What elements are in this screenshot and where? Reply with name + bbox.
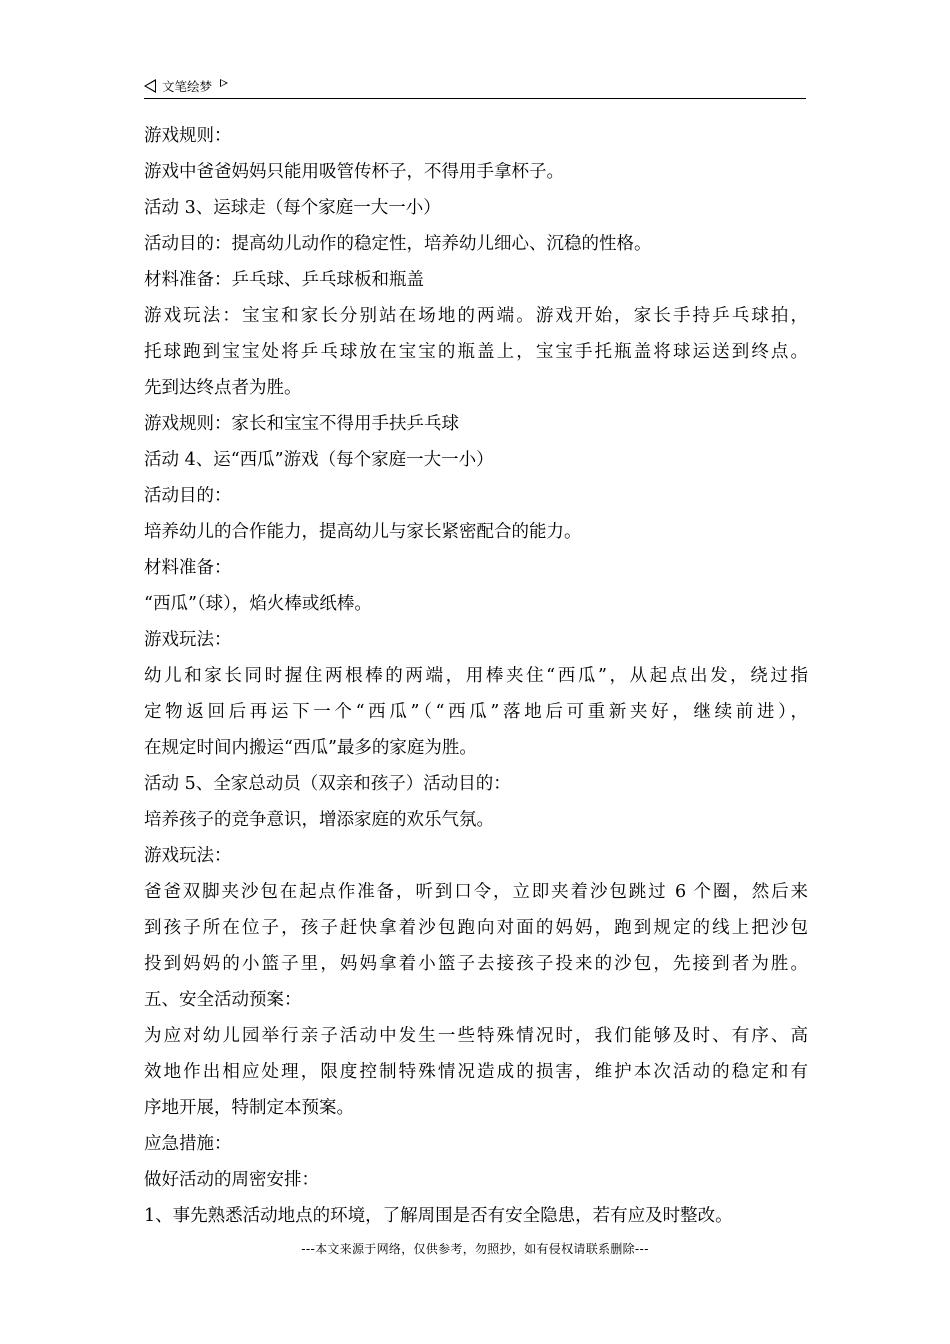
text-line: 1、事先熟悉活动地点的环境，了解周围是否有安全隐患，若有应及时整改。 bbox=[144, 1206, 733, 1226]
text-line: 应急措施： bbox=[144, 1134, 232, 1154]
text-line: 游戏规则：家长和宝宝不得用手扶乒乓球 bbox=[144, 414, 459, 434]
text-line: 活动 5、全家总动员（双亲和孩子）活动目的： bbox=[144, 774, 511, 794]
text-line: 材料准备： bbox=[144, 558, 232, 578]
text-line: 做好活动的周密安排： bbox=[144, 1170, 319, 1190]
text-line: 托球跑到宝宝处将乒乓球放在宝宝的瓶盖上，宝宝手托瓶盖将球运送到终点。 bbox=[144, 342, 808, 362]
text-line: 在规定时间内搬运“西瓜”最多的家庭为胜。 bbox=[144, 738, 477, 758]
text-line: 为应对幼儿园举行亲子活动中发生一些特殊情况时，我们能够及时、有序、高 bbox=[144, 1026, 808, 1046]
text-line: 活动目的：提高幼儿动作的稳定性，培养幼儿细心、沉稳的性格。 bbox=[144, 234, 652, 254]
text-line: 材料准备：乒乓球、乒乓球板和瓶盖 bbox=[144, 270, 424, 290]
text-line: 游戏规则： bbox=[144, 126, 232, 146]
text-line: 先到达终点者为胜。 bbox=[144, 378, 302, 398]
text-line: 游戏玩法： bbox=[144, 846, 232, 866]
text-line: 培养幼儿的合作能力，提高幼儿与家长紧密配合的能力。 bbox=[144, 522, 582, 542]
text-line: 游戏玩法： bbox=[144, 630, 232, 650]
text-line: 活动 3、运球走（每个家庭一大一小） bbox=[144, 198, 441, 218]
text-line: 定物返回后再运下一个“西瓜”（“西瓜”落地后可重新夹好，继续前进）， bbox=[144, 702, 808, 722]
document-body bbox=[144, 118, 808, 1234]
text-line: 到孩子所在位子，孩子赶快拿着沙包跑向对面的妈妈，跑到规定的线上把沙包 bbox=[144, 918, 808, 938]
text-line: “西瓜”（球），焰火棒或纸棒。 bbox=[144, 594, 372, 614]
text-line: 培养孩子的竞争意识，增添家庭的欢乐气氛。 bbox=[144, 810, 494, 830]
page-header bbox=[144, 74, 806, 99]
triangle-right-icon bbox=[220, 79, 228, 87]
triangle-left-icon bbox=[144, 79, 156, 93]
page-footer: ---本文来源于网络，仅供参考，勿照抄，如有侵权请联系删除--- bbox=[301, 1242, 649, 1256]
header-title: 文笔绘梦 bbox=[162, 79, 213, 94]
text-line: 游戏中爸爸妈妈只能用吸管传杯子，不得用手拿杯子。 bbox=[144, 162, 564, 182]
text-line: 五、安全活动预案： bbox=[144, 990, 302, 1010]
text-line: 游戏玩法：宝宝和家长分别站在场地的两端。游戏开始，家长手持乒乓球拍， bbox=[144, 306, 808, 326]
text-line: 活动目的： bbox=[144, 486, 232, 506]
text-line: 爸爸双脚夹沙包在起点作准备，听到口令，立即夹着沙包跳过 6 个圈，然后来 bbox=[144, 882, 808, 902]
text-line: 效地作出相应处理，限度控制特殊情况造成的损害，维护本次活动的稳定和有 bbox=[144, 1062, 808, 1082]
text-line: 活动 4、运“西瓜”游戏（每个家庭一大一小） bbox=[144, 450, 494, 470]
text-line: 序地开展，特制定本预案。 bbox=[144, 1098, 354, 1118]
text-line: 投到妈妈的小篮子里，妈妈拿着小篮子去接孩子投来的沙包，先接到者为胜。 bbox=[144, 954, 808, 974]
text-line: 幼儿和家长同时握住两根棒的两端，用棒夹住“西瓜”，从起点出发，绕过指 bbox=[144, 666, 808, 686]
